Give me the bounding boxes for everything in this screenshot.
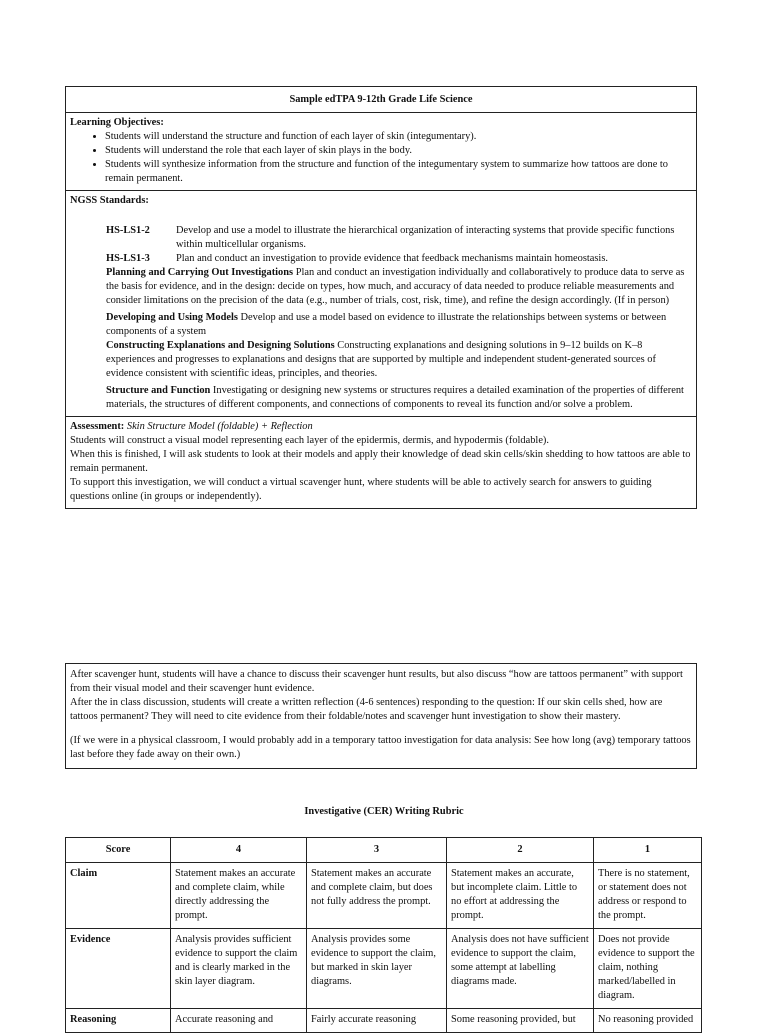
standard-code: HS-LS1-3 bbox=[106, 253, 150, 264]
rubric-criterion: Reasoning bbox=[66, 1009, 171, 1033]
rubric-cell: Statement makes an accurate, but incomplete claim. Little to no effort at addressing the prompt. bbox=[447, 863, 594, 929]
rubric-cell: Fairly accurate reasoning bbox=[307, 1009, 447, 1033]
objectives-list bbox=[70, 130, 692, 186]
continuation-paragraph: After the in class discussion, students will create a written reflection (4-6 sentences) responding to the question: If our skin cells shed, how are tattoos permanent? They will need to cite evidence from their foldable/notes and scavenger hunt investigation to show their mastery. bbox=[70, 697, 663, 722]
rubric-criterion: Evidence bbox=[66, 929, 171, 1009]
practice-text: Develop and use a model based on evidence to illustrate the relationships between systems or between components of a system bbox=[106, 312, 667, 337]
continuation-text bbox=[66, 664, 696, 768]
assessment-section bbox=[66, 417, 696, 508]
rubric-cell: Some reasoning provided, but bbox=[447, 1009, 594, 1033]
objective-item: • Students will understand the role that each layer of skin plays in the body. bbox=[105, 144, 692, 158]
practice-name: Planning and Carrying Out Investigations bbox=[106, 267, 294, 278]
rubric-cell: Analysis provides some evidence to support the claim, but marked in skin layer diagrams. bbox=[307, 929, 447, 1009]
objectives-heading: Learning Objectives: bbox=[70, 117, 164, 128]
standard-item bbox=[70, 252, 692, 266]
rubric-title: Investigative (CER) Writing Rubric bbox=[304, 806, 464, 817]
continuation-box bbox=[65, 663, 697, 769]
rubric-row-evidence bbox=[66, 929, 702, 1009]
standard-code: HS-LS1-2 bbox=[106, 225, 150, 236]
assessment-title: Skin Structure Model (foldable) + Reflection bbox=[126, 421, 313, 432]
practice-item bbox=[70, 384, 692, 412]
practice-text: Plan and conduct an investigation individually and collaboratively to produce data to serve as the basis for evidence, and in the design: decide on types, how much, and accuracy of data needed to produce reliable measurements and consider limitations on the precision of the data (e.g., number of trials, cost, risk, time), and refine the design accordingly. (If in person) bbox=[106, 267, 685, 306]
assessment-label: Assessment: bbox=[70, 421, 125, 432]
rubric-cell: Statement makes an accurate and complete claim, while directly addressing the prompt. bbox=[171, 863, 307, 929]
rubric-cell: Accurate reasoning and bbox=[171, 1009, 307, 1033]
rubric-header-cell: 1 bbox=[594, 838, 702, 863]
rubric-table bbox=[65, 837, 702, 1033]
ngss-heading: NGSS Standards: bbox=[70, 195, 149, 206]
rubric-criterion: Claim bbox=[66, 863, 171, 929]
assessment-line: Students will construct a visual model representing each layer of the epidermis, dermis, and hypodermis (foldable). bbox=[70, 435, 549, 446]
practice-text: Investigating or designing new systems or structures requires a detailed examination of the properties of different materials, the structures of different components, and connections of components to reveal its function and/or solve a problem. bbox=[106, 385, 684, 410]
rubric-header-cell: Score bbox=[66, 838, 171, 863]
assessment-line: When this is finished, I will ask students to look at their models and apply their knowledge of dead skin cells/skin shedding to how tattoos are able to remain permanent. bbox=[70, 449, 691, 474]
objective-item: • Students will synthesize information from the structure and function of the integumentary system to summarize how tattoos are done to remain permanent. bbox=[105, 158, 692, 186]
ngss-standards-section bbox=[66, 191, 696, 417]
standard-item bbox=[70, 224, 692, 252]
assessment-line: To support this investigation, we will conduct a virtual scavenger hunt, where students will be able to actively search for answers to guiding questions online (in groups or independently). bbox=[70, 477, 652, 502]
rubric-row-claim bbox=[66, 863, 702, 929]
rubric-cell: Does not provide evidence to support the claim, nothing marked/labelled in diagram. bbox=[594, 929, 702, 1009]
rubric-cell: There is no statement, or statement does not address or respond to the prompt. bbox=[594, 863, 702, 929]
objective-item: • Students will understand the structure and function of each layer of skin (integumentary). bbox=[105, 130, 692, 144]
rubric-row-reasoning bbox=[66, 1009, 702, 1033]
practice-item bbox=[70, 339, 692, 381]
learning-objectives-section bbox=[66, 113, 696, 191]
practice-item bbox=[70, 311, 692, 339]
lesson-plan-box bbox=[65, 86, 697, 509]
rubric-cell: Analysis provides sufficient evidence to support the claim and is clearly marked in the skin layer diagram. bbox=[171, 929, 307, 1009]
rubric-header-cell: 4 bbox=[171, 838, 307, 863]
rubric-cell: Analysis does not have sufficient evidence to support the claim, some attempt at labelling diagrams made. bbox=[447, 929, 594, 1009]
doc-title: Sample edTPA 9-12th Grade Life Science bbox=[66, 87, 696, 113]
practice-name: Structure and Function bbox=[106, 385, 211, 396]
continuation-paragraph: (If we were in a physical classroom, I would probably add in a temporary tattoo investigation for data analysis: See how long (avg) temporary tattoos last before they fade away on their own.) bbox=[70, 735, 691, 760]
rubric-cell: Statement makes an accurate and complete claim, but does not fully address the prompt. bbox=[307, 863, 447, 929]
practice-name: Constructing Explanations and Designing Solutions bbox=[106, 340, 335, 351]
standard-text: Develop and use a model to illustrate the hierarchical organization of interacting systems that provide specific functions within multicellular organisms. bbox=[176, 225, 675, 250]
assessment-heading-line bbox=[70, 420, 692, 434]
practice-name: Developing and Using Models bbox=[106, 312, 238, 323]
continuation-paragraph: After scavenger hunt, students will have a chance to discuss their scavenger hunt results, but also discuss “how are tattoos permanent” with support from their visual model and their scavenger hunt evidence. bbox=[70, 669, 683, 694]
standard-text: Plan and conduct an investigation to provide evidence that feedback mechanisms maintain homeostasis. bbox=[176, 253, 608, 264]
rubric-header-cell: 3 bbox=[307, 838, 447, 863]
rubric-cell: No reasoning provided bbox=[594, 1009, 702, 1033]
practice-text: Constructing explanations and designing solutions in 9–12 builds on K–8 experiences and progresses to explanations and designs that are supported by multiple and independent student-generated sources of evidence consistent with scientific ideas, principles, and theories. bbox=[106, 340, 656, 379]
practice-item bbox=[70, 266, 692, 308]
rubric-header-row bbox=[66, 838, 702, 863]
rubric-header-cell: 2 bbox=[447, 838, 594, 863]
